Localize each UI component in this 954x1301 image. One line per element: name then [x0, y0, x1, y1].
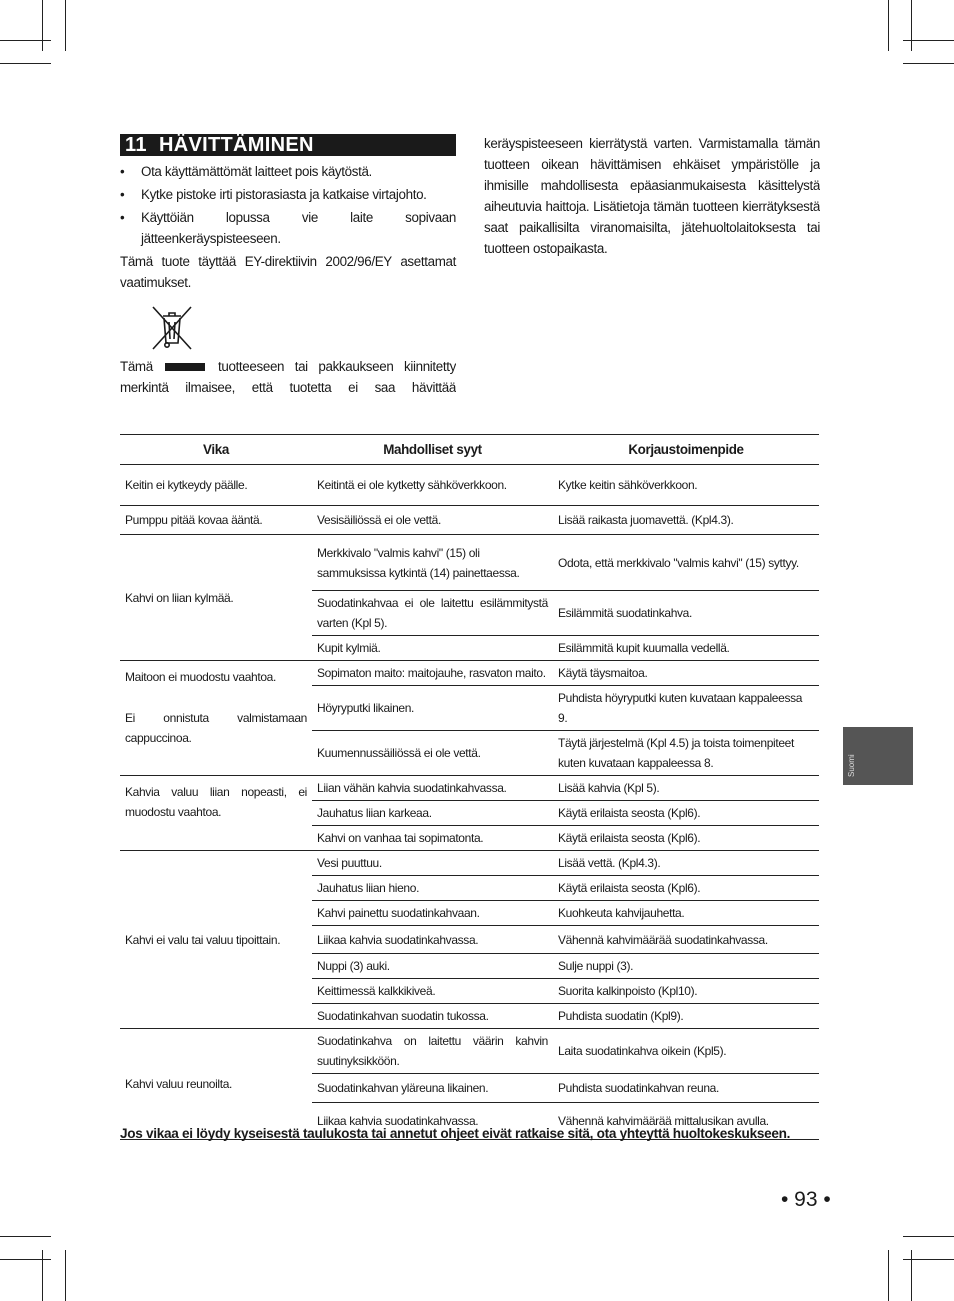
crop-mark	[911, 0, 912, 51]
list-item: • Ota käyttämättömät laitteet pois käytöstä.	[120, 161, 456, 182]
crop-mark	[42, 0, 43, 51]
symbol-text-after: tuotteeseen tai pakkaukseen kiinnitetty merkintä ilmaisee, että tuotetta ei saa hävittää	[120, 359, 456, 395]
fix-cell: Puhdista suodatin (Kpl9).	[553, 1004, 819, 1029]
fix-cell: Lisää raikasta juomavettä. (Kpl4.3).	[553, 506, 819, 535]
column-header-remedy: Korjaustoimenpide	[553, 435, 819, 465]
fix-cell: Käytä erilaista seosta (Kpl6).	[553, 801, 819, 826]
page-number: • 93 •	[781, 1188, 831, 1211]
table-row	[120, 535, 819, 591]
bullet-marker: •	[120, 187, 125, 202]
cause-cell: Suodatinkahvan suodatin tukossa.	[312, 1004, 553, 1029]
table-row	[120, 1029, 819, 1074]
cause-cell: Vesi puuttuu.	[312, 851, 553, 876]
cause-cell: Jauhatus liian hieno.	[312, 876, 553, 901]
crop-mark	[903, 40, 954, 41]
fault-cell: Kahvia valuu liian nopeasti, ei muodostu vaahtoa.	[120, 776, 312, 851]
bullet-marker: •	[120, 210, 125, 225]
fix-cell: Puhdista suodatinkahvan reuna.	[553, 1074, 819, 1103]
crop-mark	[903, 63, 954, 64]
list-item: • Kytke pistoke irti pistorasiasta ja katkaise virtajohto.	[120, 184, 456, 205]
fault-cell: Kahvi ei valu tai valuu tipoittain.	[120, 851, 312, 1029]
table-row	[120, 661, 819, 686]
cause-cell: Suodatinkahva on laitettu väärin kahvin suutinyksikköön.	[312, 1029, 553, 1074]
fix-cell: Vähennä kahvimäärää mittalusikan avulla.	[553, 1103, 819, 1140]
fault-cell: Pumppu pitää kovaa ääntä.	[120, 506, 312, 535]
crop-mark	[0, 40, 51, 41]
list-item: • Käyttöiän lopussa vie laite sopivaan jätteenkeräyspisteeseen.	[120, 207, 456, 249]
cause-cell: Liian vähän kahvia suodatinkahvassa.	[312, 776, 553, 801]
cause-cell: Sopimaton maito: maitojauhe, rasvaton maito.	[312, 661, 553, 686]
cause-cell: Höyryputki likainen.	[312, 686, 553, 731]
cause-cell: Nuppi (3) auki.	[312, 954, 553, 979]
crop-mark	[903, 1259, 954, 1260]
crop-mark	[0, 63, 51, 64]
cause-cell: Keittimessä kalkkikiveä.	[312, 979, 553, 1004]
fix-cell: Käytä erilaista seosta (Kpl6).	[553, 876, 819, 901]
fix-cell: Täytä järjestelmä (Kpl 4.5) ja toista toimenpiteet kuten kuvataan kappaleessa 8.	[553, 731, 819, 776]
cause-cell: Liikaa kahvia suodatinkahvassa.	[312, 926, 553, 954]
fix-cell: Käytä täysmaitoa.	[553, 661, 819, 686]
fault-cell: Kahvi on liian kylmää.	[120, 535, 312, 661]
fault-text-secondary: Ei onnistuta valmistamaan cappuccinoa.	[125, 711, 307, 745]
cause-cell: Liikaa kahvia suodatinkahvassa.	[312, 1103, 553, 1140]
fix-cell: Odota, että merkkivalo "valmis kahvi" (15) syttyy.	[553, 535, 819, 591]
crop-mark	[65, 1250, 66, 1301]
section-number: 11	[125, 134, 147, 156]
language-tab-label: Suomi	[847, 754, 856, 777]
language-side-tab	[843, 727, 913, 785]
column-header-fault: Vika	[120, 435, 312, 465]
column-header-causes: Mahdolliset syyt	[312, 435, 553, 465]
fix-cell: Suorita kalkinpoisto (Kpl10).	[553, 979, 819, 1004]
cause-cell: Vesisäiliössä ei ole vettä.	[312, 506, 553, 535]
crop-mark	[888, 0, 889, 51]
crop-mark	[42, 1250, 43, 1301]
section-title	[120, 134, 456, 156]
bullet-marker: •	[120, 164, 125, 179]
fix-cell: Vähennä kahvimäärää suodatinkahvassa.	[553, 926, 819, 954]
troubleshooting-table	[120, 434, 819, 1140]
symbol-text-continued: keräyspisteeseen kierrätystä varten. Varmistamalla tämän tuotteen oikean hävittämisen ehkäiset ympäristölle ja ihmisille mahdollisesta epäasianmukaisesta käsittelystä aiheutuvia haittoja. Lisätietoja tämän tuotteen kierrätyksestä saat paikallisilta viranomaisilta, jätehuoltolaitoksesta tai tuotteen ostopaikasta.	[484, 136, 820, 256]
cause-cell: Suodatinkahvan yläreuna likainen.	[312, 1074, 553, 1103]
fix-cell: Puhdista höyryputki kuten kuvataan kappaleessa 9.	[553, 686, 819, 731]
table-header-row	[120, 435, 819, 465]
fix-cell: Lisää kahvia (Kpl 5).	[553, 776, 819, 801]
cause-cell: Merkkivalo "valmis kahvi" (15) oli sammuksissa kytkintä (14) painettaessa.	[312, 535, 553, 591]
symbol-text-before: Tämä	[120, 359, 153, 374]
crop-mark	[0, 1236, 51, 1237]
bullet-list	[120, 161, 456, 249]
crop-mark	[911, 1250, 912, 1301]
symbol-paragraph-left	[120, 356, 456, 398]
cause-cell: Keitintä ei ole kytketty sähköverkkoon.	[312, 465, 553, 506]
symbol-paragraph-right	[484, 133, 820, 280]
fix-cell: Kuohkeuta kahvijauhetta.	[553, 901, 819, 926]
table-row	[120, 506, 819, 535]
crop-mark	[888, 1250, 889, 1301]
directive-paragraph: Tämä tuote täyttää EY-direktiivin 2002/96/EY asettamat vaatimukset.	[120, 254, 456, 290]
table-row	[120, 776, 819, 801]
crop-mark	[0, 1259, 51, 1260]
cause-cell: Kahvi on vanhaa tai sopimatonta.	[312, 826, 553, 851]
cause-cell: Kupit kylmiä.	[312, 636, 553, 661]
fault-cell	[120, 661, 312, 776]
table-row	[120, 851, 819, 876]
cause-cell: Jauhatus liian karkeaa.	[312, 801, 553, 826]
fix-cell: Esilämmitä kupit kuumalla vedellä.	[553, 636, 819, 661]
left-column	[120, 161, 456, 293]
crop-mark	[903, 1236, 954, 1237]
fix-cell: Lisää vettä. (Kpl4.3).	[553, 851, 819, 876]
fix-cell: Kytke keitin sähköverkkoon.	[553, 465, 819, 506]
cause-cell: Suodatinkahvaa ei ole laitettu esilämmitystä varten (Kpl 5).	[312, 591, 553, 636]
crossed-out-wheelie-bin-icon	[149, 303, 195, 353]
table-row	[120, 465, 819, 506]
fault-cell: Kahvi valuu reunoilta.	[120, 1029, 312, 1140]
crop-mark	[65, 0, 66, 51]
cause-cell: Kahvi painettu suodatinkahvaan.	[312, 901, 553, 926]
fault-text: Maitoon ei muodostu vaahtoa.	[125, 670, 276, 684]
cause-cell: Kuumennussäiliössä ei ole vettä.	[312, 731, 553, 776]
footer-note: Jos vikaa ei löydy kyseisestä taulukosta tai annetut ohjeet eivät ratkaise sitä, ota yhteyttä huoltokeskukseen.	[120, 1126, 791, 1141]
black-bar-symbol	[165, 363, 205, 371]
fix-cell: Laita suodatinkahva oikein (Kpl5).	[553, 1029, 819, 1074]
fix-cell: Sulje nuppi (3).	[553, 954, 819, 979]
fix-cell: Esilämmitä suodatinkahva.	[553, 591, 819, 636]
section-title-text: HÄVITTÄMINEN	[159, 134, 314, 156]
fault-cell: Keitin ei kytkeydy päälle.	[120, 465, 312, 506]
fix-cell: Käytä erilaista seosta (Kpl6).	[553, 826, 819, 851]
